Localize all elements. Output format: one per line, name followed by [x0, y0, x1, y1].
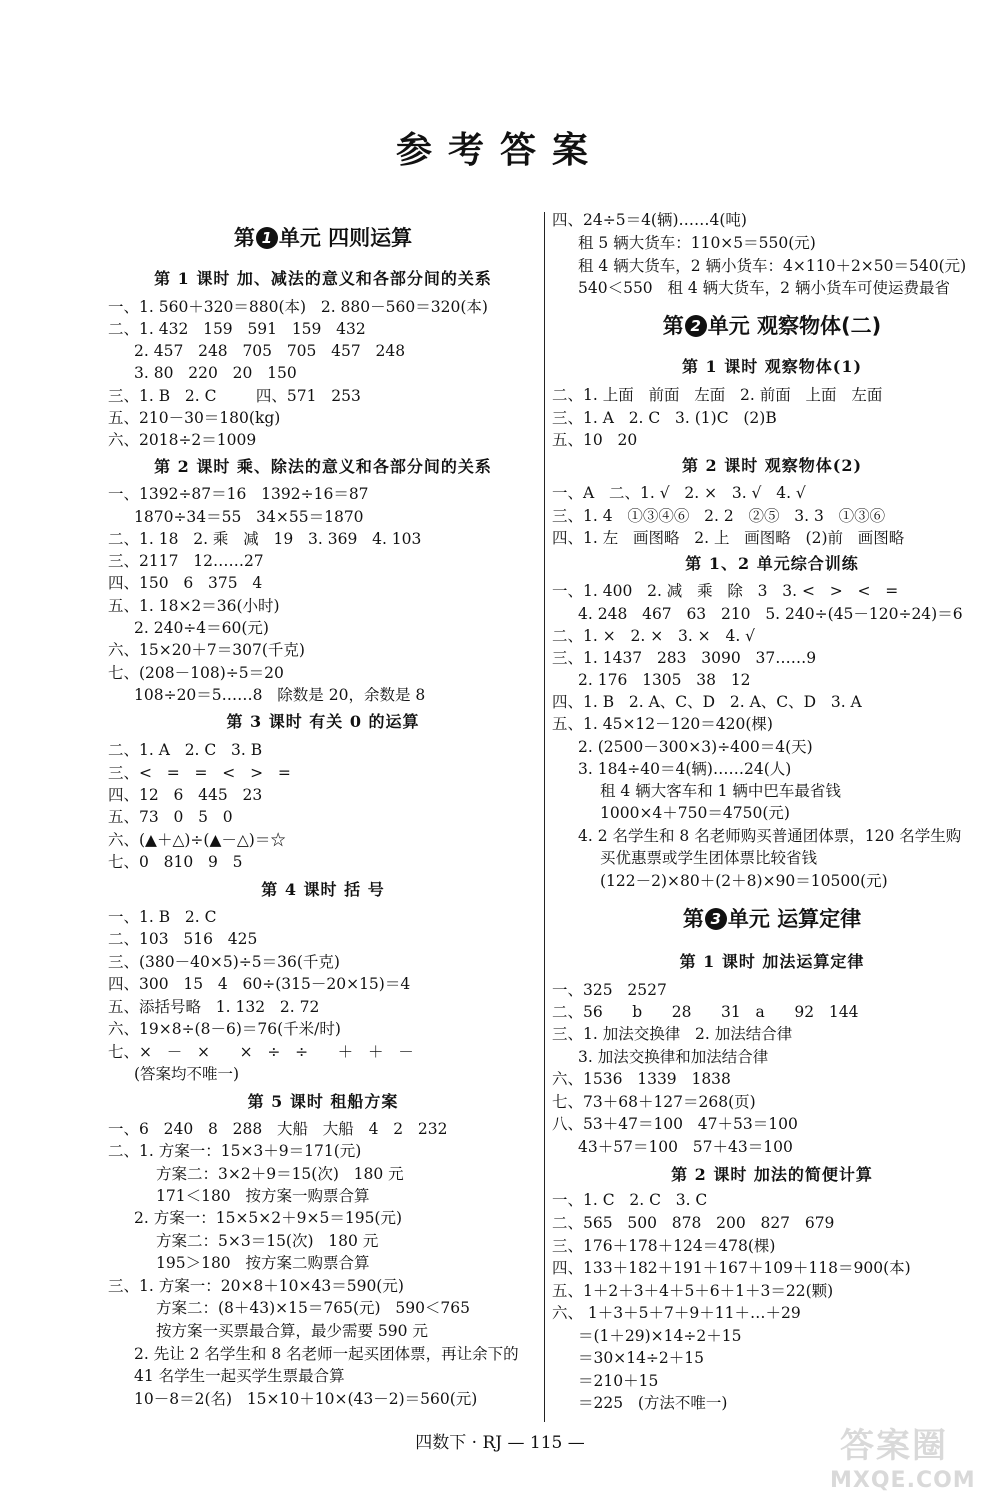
- answer-line: 四、150 6 375 4: [108, 574, 263, 592]
- answer-line: 六、2018÷2＝1009: [108, 431, 257, 449]
- lesson-heading: 第 4 课时 括 号: [261, 880, 385, 899]
- answer-line: 3. 184÷40＝4(辆)……24(人): [578, 760, 792, 778]
- answer-line: 按方案一买票最合算，最少需要 590 元: [156, 1322, 428, 1340]
- answer-line: 四、12 6 445 23: [108, 786, 263, 804]
- answer-line: 三、1. 加法交换律 2. 加法结合律: [552, 1025, 793, 1043]
- answer-line: 3. 80 220 20 150: [134, 364, 297, 382]
- watermark-logo: [830, 1418, 992, 1500]
- answer-line: 二、1. 18 2. 乘 减 19 3. 369 4. 103: [108, 530, 422, 548]
- answer-line: 一、1. 560＋320＝880(本) 2. 880－560＝320(本): [108, 298, 488, 316]
- answer-line: 五、添括号略 1. 132 2. 72: [108, 998, 320, 1016]
- answer-line: 一、325 2527: [552, 981, 667, 999]
- unit-2-number-badge: 2: [685, 315, 707, 337]
- answer-line: 八、53＋47＝100 47＋53＝100: [552, 1115, 798, 1133]
- unit-3-number-badge: 3: [705, 908, 727, 930]
- lesson-heading: 第 1 课时 观察物体(1): [681, 357, 863, 376]
- answer-line: 六、19×8÷(8－6)＝76(千米/时): [108, 1020, 341, 1038]
- answer-line: 二、103 516 425: [108, 930, 258, 948]
- answer-line: 四、133＋182＋191＋167＋109＋118＝900(本): [552, 1259, 911, 1277]
- answer-line: 三、1. 方案一：20×8＋10×43＝590(元): [108, 1277, 404, 1295]
- answer-line: 三、1. B 2. C 四、571 253: [108, 387, 361, 405]
- answer-line: (122－2)×80＋(2＋8)×90＝10500(元): [600, 872, 888, 890]
- lesson-heading: 第 2 课时 乘、除法的意义和各部分间的关系: [154, 457, 492, 476]
- answer-line: 二、1. 432 159 591 159 432: [108, 320, 366, 338]
- answer-line: 三、1. 4 ①③④⑥ 2. 2 ②⑤ 3. 3 ①③⑥: [552, 507, 886, 525]
- answer-line: 七、0 810 9 5: [108, 853, 243, 871]
- lesson-heading: 第 1 课时 加法运算定律: [679, 952, 865, 971]
- answer-line: 一、6 240 8 288 大船 大船 4 2 232: [108, 1120, 448, 1138]
- answer-line: 二、1. A 2. C 3. B: [108, 741, 263, 759]
- lesson-heading: 第 2 课时 观察物体(2): [681, 456, 863, 475]
- answer-line: 五、1. 45×12－120＝420(棵): [552, 715, 773, 733]
- answer-line: 二、56 b 28 31 a 92 144: [552, 1003, 859, 1021]
- answer-line: 二、565 500 878 200 827 679: [552, 1214, 835, 1232]
- answer-line: 10－8＝2(名) 15×10＋10×(43－2)＝560(元): [134, 1390, 478, 1408]
- answer-line: 二、1. × 2. × 3. × 4. √: [552, 627, 756, 645]
- watermark-text: 答案圈: [840, 1426, 948, 1466]
- answer-line: 租 4 辆大客车和 1 辆中巴车最省钱: [600, 782, 841, 800]
- answer-line: 一、1. B 2. C: [108, 908, 217, 926]
- watermark-url: MXQE.COM: [830, 1468, 976, 1493]
- answer-line: 五、210－30＝180(kg): [108, 409, 281, 427]
- answer-line: 方案二：3×2＋9＝15(次) 180 元: [156, 1165, 404, 1183]
- answer-line: 108÷20＝5……8 除数是 20，余数是 8: [134, 686, 426, 704]
- answer-line: 2. 先让 2 名学生和 8 名老师一起买团体票，再让余下的: [134, 1345, 519, 1363]
- answer-line: 五、73 0 5 0: [108, 808, 233, 826]
- answer-line: 3. 加法交换律和加法结合律: [578, 1048, 769, 1066]
- answer-line: 四、1. 左 画图略 2. 上 画图略 (2)前 画图略: [552, 529, 905, 547]
- answer-line: 方案二：(8＋43)×15＝765(元) 590＜765: [156, 1299, 471, 1317]
- answer-line: 1870÷34＝55 34×55＝1870: [134, 508, 364, 526]
- answer-line: 七、(208－108)÷5＝20: [108, 664, 284, 682]
- answer-line: ＝30×14÷2＋15: [578, 1349, 705, 1367]
- answer-line: 三、176＋178＋124＝478(棵): [552, 1237, 776, 1255]
- answer-line: (答案均不唯一): [134, 1065, 240, 1083]
- answer-line: 43＋57＝100 57＋43＝100: [578, 1138, 793, 1156]
- answer-line: 一、1392÷87＝16 1392÷16＝87: [108, 485, 369, 503]
- answer-line: 租 5 辆大货车：110×5＝550(元): [578, 234, 816, 252]
- answer-line: 2. 方案一：15×5×2＋9×5＝195(元): [134, 1209, 403, 1227]
- column-divider: [544, 212, 545, 1422]
- answer-line: 三、2117 12……27: [108, 552, 264, 570]
- answer-line: 五、10 20: [552, 431, 638, 449]
- lesson-heading: 第 3 课时 有关 0 的运算: [226, 712, 420, 731]
- unit-1-number-badge: 1: [256, 227, 278, 249]
- lesson-heading: 第 1、2 单元综合训练: [685, 554, 859, 573]
- answer-line: 4. 2 名学生和 8 名老师购买普通团体票，120 名学生购: [578, 827, 962, 845]
- answer-line: 三、(380－40×5)÷5＝36(千克): [108, 953, 340, 971]
- answer-line: 195＞180 按方案二购票合算: [156, 1254, 370, 1272]
- unit-3-heading: 第 3 单元 运算定律: [682, 907, 862, 931]
- answer-line: 五、1. 18×2＝36(小时): [108, 597, 280, 615]
- answer-line: 方案二：5×3＝15(次) 180 元: [156, 1232, 379, 1250]
- answer-line: 540＜550 租 4 辆大货车，2 辆小货车可使运费最省: [578, 279, 950, 297]
- answer-line: 171＜180 按方案一购票合算: [156, 1187, 370, 1205]
- answer-line: 买优惠票或学生团体票比较省钱: [600, 849, 818, 867]
- unit-1-heading: 第 1 单元 四则运算: [233, 226, 413, 250]
- answer-line: 2. (2500－300×3)÷400＝4(天): [578, 738, 813, 756]
- answer-line: ＝(1＋29)×14÷2＋15: [578, 1327, 742, 1345]
- answer-line: 六、(▲＋△)÷(▲－△)＝☆: [108, 831, 286, 849]
- answer-line: ＝210＋15: [578, 1372, 659, 1390]
- lesson-heading: 第 1 课时 加、减法的意义和各部分间的关系: [154, 269, 492, 288]
- answer-line: 四、1. B 2. A、C、D 2. A、C、D 3. A: [552, 693, 862, 711]
- answer-line: ＝225 (方法不唯一): [578, 1394, 728, 1412]
- answer-line: 三、1. A 2. C 3. (1)C (2)B: [552, 409, 777, 427]
- answer-line: 七、× － × × ÷ ÷ ＋ ＋ －: [108, 1043, 414, 1061]
- answer-line: 4. 248 467 63 210 5. 240÷(45－120÷24)＝6: [578, 605, 963, 623]
- answer-line: 1000×4＋750＝4750(元): [600, 804, 790, 822]
- lesson-heading: 第 2 课时 加法的简便计算: [671, 1165, 873, 1184]
- answer-line: 2. 457 248 705 705 457 248: [134, 342, 406, 360]
- answer-line: 41 名学生一起买学生票最合算: [134, 1367, 345, 1385]
- answer-line: 七、73＋68＋127＝268(页): [552, 1093, 756, 1111]
- answer-line: 一、A 二、1. √ 2. × 3. √ 4. √: [552, 484, 806, 502]
- answer-line: 六、 1＋3＋5＋7＋9＋11＋…＋29: [552, 1304, 801, 1322]
- answer-line: 六、1536 1339 1838: [552, 1070, 731, 1088]
- page-title: 参考答案: [395, 130, 604, 171]
- answer-line: 2. 176 1305 38 12: [578, 671, 751, 689]
- answer-line: 三、< = = < > =: [108, 764, 291, 782]
- answer-line: 一、1. 400 2. 减 乘 除 3 3. < > < =: [552, 582, 899, 600]
- unit-2-heading: 第 2 单元 观察物体(二): [662, 314, 882, 338]
- answer-line: 六、15×20＋7＝307(千克): [108, 641, 305, 659]
- answer-line: 租 4 辆大货车，2 辆小货车：4×110＋2×50＝540(元): [578, 257, 967, 275]
- answer-line: 三、1. 1437 283 3090 37……9: [552, 649, 817, 667]
- answer-line: 2. 240÷4＝60(元): [134, 619, 269, 637]
- answer-line: 二、1. 方案一：15×3＋9＝171(元): [108, 1142, 362, 1160]
- answer-line: 四、300 15 4 60÷(315－20×15)＝4: [108, 975, 411, 993]
- page-footer: 四数下 · RJ — 115 —: [415, 1433, 585, 1453]
- answer-line: 五、1＋2＋3＋4＋5＋6＋1＋3＝22(颗): [552, 1282, 834, 1300]
- answer-line: 四、24÷5＝4(辆)……4(吨): [552, 211, 747, 229]
- answer-line: 一、1. C 2. C 3. C: [552, 1191, 708, 1209]
- answer-line: 二、1. 上面 前面 左面 2. 前面 上面 左面: [552, 386, 883, 404]
- lesson-heading: 第 5 课时 租船方案: [247, 1092, 399, 1111]
